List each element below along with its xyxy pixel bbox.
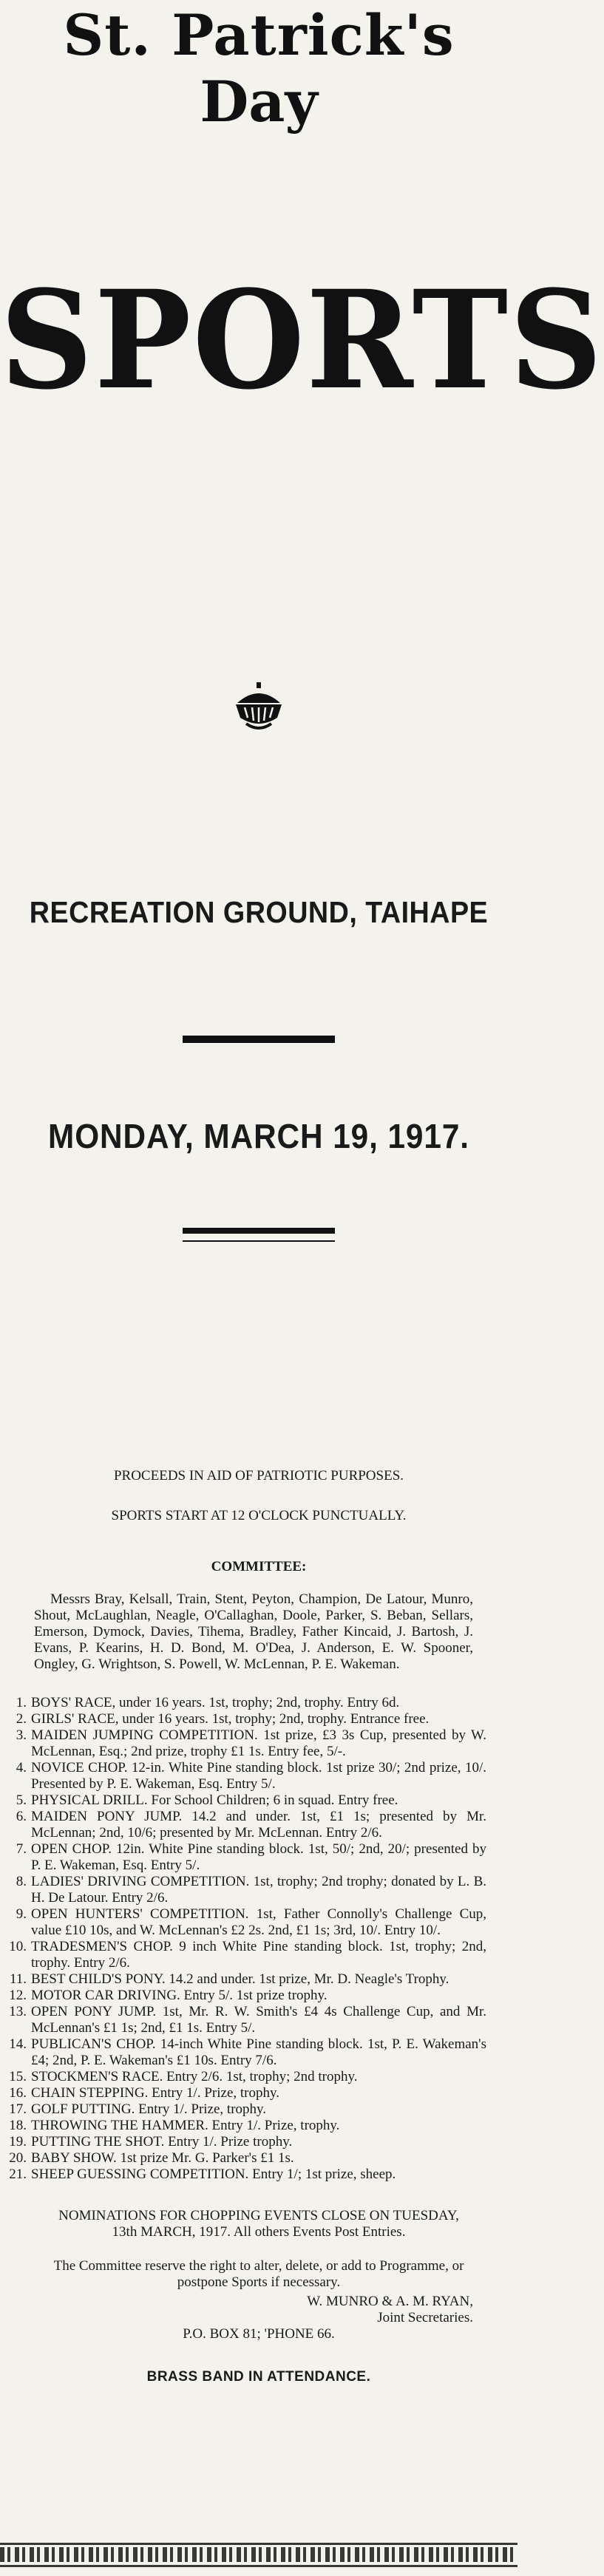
ornamental-rule: [183, 1036, 335, 1043]
event-number: 20.: [9, 2150, 27, 2166]
event-description: BOYS' RACE, under 16 years. 1st, trophy; 2nd, trophy. Entry 6d.: [31, 1695, 400, 1710]
event-description: NOVICE CHOP. 12-in. White Pine standing block. 1st prize 30/; 2nd prize, 10/. Presented by P. E. Wakeman, Esq. Entry 5/.: [31, 1760, 486, 1792]
venue: RECREATION GROUND, TAIHAPE: [29, 895, 489, 929]
border-rule: [0, 2543, 518, 2545]
event-number: 8.: [16, 1874, 27, 1889]
event-description: BABY SHOW. 1st prize Mr. G. Parker's £1 1s.: [31, 2150, 294, 2166]
committee-heading: COMMITTEE:: [211, 1559, 307, 1574]
event-item: [4, 1792, 486, 1809]
event-description: CHAIN STEPPING. Entry 1/. Prize, trophy.: [31, 2085, 279, 2101]
event-number: 2.: [16, 1711, 27, 1727]
rule-thin: [183, 1240, 335, 1242]
event-number: 1.: [16, 1695, 27, 1710]
event-description: PHYSICAL DRILL. For School Children; 6 in squad. Entry free.: [31, 1792, 398, 1808]
committee-members: Messrs Bray, Kelsall, Train, Stent, Peyton, Champion, De Latour, Munro, Shout, McLaughlan, Neagle, O'Callaghan, Doole, Parker, S. Beban, Sellars, Emerson, Dymock, Davies, Tihema, Bradley, Father Kincaid, J. Bartosh, J. Evans, P. Kearins, H. D. Bond, M. O'Dea, J. Anderson, E. W. Spooner, Ongley, G. Wrightson, S. Powell, W. McLennan, P. E. Wakeman.: [34, 1591, 473, 1672]
event-number: 7.: [16, 1841, 27, 1857]
shell-ornament-icon: [233, 681, 285, 733]
event-description: OPEN HUNTERS' COMPETITION. 1st, Father Connolly's Challenge Cup, value £10 10s, and W. McLennan's £2 2s. 2nd, £1 1s; 3rd, 10/. Entry 10/.: [31, 1906, 486, 1938]
ornamental-rule: [183, 1228, 335, 1242]
event-item: [4, 1988, 486, 2004]
event-item: [4, 2167, 486, 2183]
event-item: [4, 2004, 486, 2036]
border-rule: [0, 2565, 518, 2567]
decorative-border: [0, 2547, 518, 2562]
event-number: 15.: [9, 2069, 27, 2084]
event-description: SHEEP GUESSING COMPETITION. Entry 1/; 1st prize, sheep.: [31, 2167, 396, 2182]
event-number: 14.: [9, 2036, 27, 2052]
event-number: 16.: [9, 2085, 27, 2101]
brass-band-note: BRASS BAND IN ATTENDANCE.: [146, 2369, 371, 2385]
nominations-note: NOMINATIONS FOR CHOPPING EVENTS CLOSE ON TUESDAY, 13th MARCH, 1917. All others Events Post Entries.: [58, 2208, 459, 2240]
event-description: TRADESMEN'S CHOP. 9 inch White Pine standing block. 1st, trophy; 2nd, trophy. Entry 2/6.: [31, 1939, 486, 1971]
event-item: [4, 2134, 486, 2150]
event-item: [4, 1939, 486, 1971]
signature-block: [0, 2294, 518, 2326]
event-item: [4, 2150, 486, 2167]
event-item: [4, 1971, 486, 1988]
event-item: [4, 2101, 486, 2118]
event-item: [4, 1874, 486, 1906]
event-number: 13.: [9, 2004, 27, 2019]
event-item: [4, 1906, 486, 1939]
title-line-2: Day: [200, 69, 318, 135]
event-item: [4, 1809, 486, 1841]
event-description: MOTOR CAR DRIVING. Entry 5/. 1st prize trophy.: [31, 1988, 328, 2003]
event-number: 11.: [9, 1971, 27, 1987]
event-item: [4, 2069, 486, 2085]
start-time: SPORTS START AT 12 O'CLOCK PUNCTUALLY.: [111, 1508, 407, 1523]
rule-thick: [183, 1037, 335, 1043]
event-number: 18.: [9, 2118, 27, 2133]
event-list: [4, 1695, 486, 2183]
event-description: OPEN PONY JUMP. 1st, Mr. R. W. Smith's £4 4s Challenge Cup, and Mr. McLennan's £1 1s; 2nd, £1 1s. Entry 5/.: [31, 2004, 486, 2036]
event-number: 6.: [16, 1809, 27, 1824]
event-description: LADIES' DRIVING COMPETITION. 1st, trophy; 2nd trophy; donated by L. B. H. De Latour. Entry 2/6.: [31, 1874, 486, 1906]
reserve-note: The Committee reserve the right to alter, delete, or add to Programme, or postpone Sports if necessary.: [53, 2258, 464, 2290]
event-description: GIRLS' RACE, under 16 years. 1st, trophy; 2nd, trophy. Entrance free.: [31, 1711, 430, 1727]
event-date: MONDAY, MARCH 19, 1917.: [48, 1117, 469, 1155]
proceeds-note: PROCEEDS IN AID OF PATRIOTIC PURPOSES.: [113, 1468, 404, 1484]
event-number: 21.: [9, 2167, 27, 2182]
title-line-1: St. Patrick's: [63, 2, 455, 68]
event-description: BEST CHILD'S PONY. 14.2 and under. 1st prize, Mr. D. Neagle's Trophy.: [31, 1971, 449, 1987]
event-description: THROWING THE HAMMER. Entry 1/. Prize, trophy.: [31, 2118, 340, 2133]
event-item: [4, 1711, 486, 1727]
event-item: [4, 2118, 486, 2134]
rule-thick: [183, 1228, 335, 1234]
event-item: [4, 1727, 486, 1760]
event-description: MAIDEN PONY JUMP. 14.2 and under. 1st, £1 1s; presented by Mr. McLennan; 2nd, 10/6; presented by Mr. McLennan. Entry 2/6.: [31, 1809, 486, 1841]
contact-line: P.O. BOX 81; 'PHONE 66.: [183, 2326, 335, 2342]
event-item: [4, 2036, 486, 2069]
event-item: [4, 2085, 486, 2101]
event-description: OPEN CHOP. 12in. White Pine standing block. 1st, 50/; 2nd, 20/; presented by P. E. Wakeman, Esq. Entry 5/.: [31, 1841, 486, 1873]
event-number: 17.: [9, 2101, 27, 2117]
event-number: 9.: [16, 1906, 27, 1922]
event-number: 19.: [9, 2134, 27, 2150]
secretaries-names: W. MUNRO & A. M. RYAN,: [307, 2294, 473, 2309]
secretaries-title: Joint Secretaries.: [377, 2310, 473, 2325]
title-sports: SPORTS: [0, 261, 604, 421]
event-item: [4, 1841, 486, 1874]
event-number: 12.: [9, 1988, 27, 2003]
event-description: GOLF PUTTING. Entry 1/. Prize, trophy.: [31, 2101, 267, 2117]
event-description: PUBLICAN'S CHOP. 14-inch White Pine standing block. 1st, P. E. Wakeman's £4; 2nd, P. E. Wakeman's £1 10s. Entry 7/6.: [31, 2036, 486, 2068]
event-number: 10.: [9, 1939, 27, 1954]
event-number: 4.: [16, 1760, 27, 1775]
event-description: STOCKMEN'S RACE. Entry 2/6. 1st, trophy; 2nd trophy.: [31, 2069, 358, 2084]
event-item: [4, 1695, 486, 1711]
event-number: 5.: [16, 1792, 27, 1808]
event-description: MAIDEN JUMPING COMPETITION. 1st prize, £3 3s Cup, presented by W. McLennan, Esq.; 2nd prize, trophy £1 1s. Entry fee, 5/-.: [31, 1727, 486, 1759]
event-number: 3.: [16, 1727, 27, 1743]
event-description: PUTTING THE SHOT. Entry 1/. Prize trophy.: [31, 2134, 293, 2150]
event-item: [4, 1760, 486, 1792]
